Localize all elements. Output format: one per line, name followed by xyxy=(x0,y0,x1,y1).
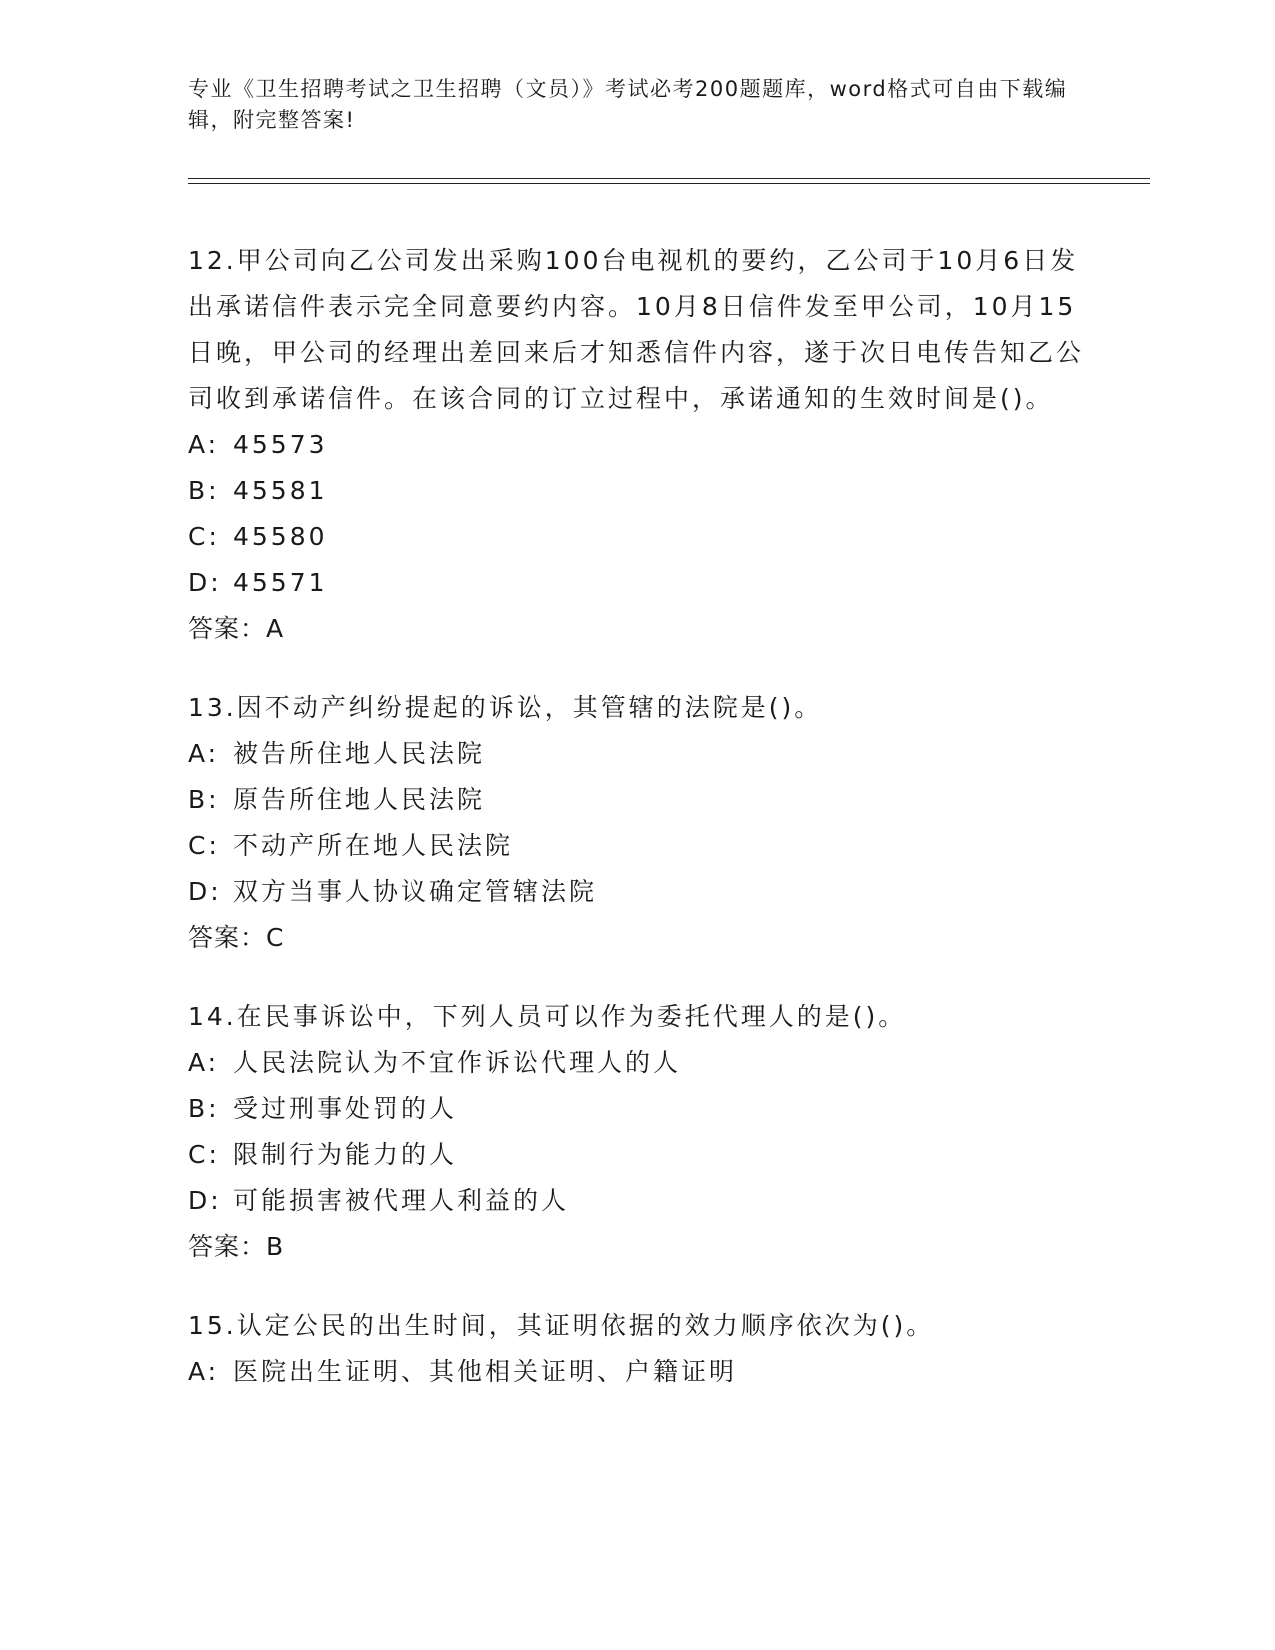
option-letter: D: xyxy=(188,568,222,597)
option-d xyxy=(188,869,1088,915)
question-list xyxy=(188,238,1088,1428)
option-d xyxy=(188,1178,1088,1224)
option-a xyxy=(188,422,1088,468)
option-letter: A: xyxy=(188,430,220,459)
option-text: 被告所住地人民法院 xyxy=(233,739,486,768)
option-text: 可能损害被代理人利益的人 xyxy=(233,1186,570,1215)
document-header: 专业《卫生招聘考试之卫生招聘（文员）》考试必考200题题库，word格式可自由下载编辑，附完整答案! xyxy=(188,77,1068,132)
question-12 xyxy=(188,238,1088,652)
question-stem: 14.在民事诉讼中，下列人员可以作为委托代理人的是()。 xyxy=(188,1002,907,1031)
option-text: 受过刑事处罚的人 xyxy=(233,1094,458,1123)
option-b xyxy=(188,1086,1088,1132)
option-text: 限制行为能力的人 xyxy=(233,1140,458,1169)
option-a xyxy=(188,1040,1088,1086)
option-text: 原告所住地人民法院 xyxy=(233,785,486,814)
option-a xyxy=(188,731,1088,777)
option-b xyxy=(188,468,1088,514)
option-letter: C: xyxy=(188,522,220,551)
question-stem: 15.认定公民的出生时间，其证明依据的效力顺序依次为()。 xyxy=(188,1311,935,1340)
option-text: 人民法院认为不宜作诉讼代理人的人 xyxy=(233,1048,682,1077)
option-text: 45573 xyxy=(233,430,328,459)
option-letter: C: xyxy=(188,1140,220,1169)
question-stem: 12.甲公司向乙公司发出采购100台电视机的要约，乙公司于10月6日发出承诺信件表示完全同意要约内容。10月8日信件发至甲公司，10月15日晚，甲公司的经理出差回来后才知悉信件内容，遂于次日电传告知乙公司收到承诺信件。在该合同的订立过程中，承诺通知的生效时间是()。 xyxy=(188,246,1085,413)
option-letter: D: xyxy=(188,877,222,906)
option-c xyxy=(188,514,1088,560)
option-text: 45580 xyxy=(233,522,328,551)
option-letter: A: xyxy=(188,1357,220,1386)
option-c xyxy=(188,1132,1088,1178)
option-text: 45581 xyxy=(233,476,328,505)
option-text: 45571 xyxy=(233,568,328,597)
answer-line: 答案：B xyxy=(188,1232,285,1261)
answer-line: 答案：A xyxy=(188,614,285,643)
option-text: 不动产所在地人民法院 xyxy=(233,831,514,860)
option-letter: B: xyxy=(188,785,220,814)
question-14 xyxy=(188,994,1088,1270)
question-stem: 13.因不动产纠纷提起的诉讼，其管辖的法院是()。 xyxy=(188,693,823,722)
header-divider-bottom xyxy=(188,183,1150,184)
option-a xyxy=(188,1349,1088,1395)
option-letter: D: xyxy=(188,1186,222,1215)
answer-line: 答案：C xyxy=(188,923,285,952)
header-divider-top xyxy=(188,178,1150,179)
option-letter: A: xyxy=(188,1048,220,1077)
option-letter: B: xyxy=(188,476,220,505)
option-c xyxy=(188,823,1088,869)
option-d xyxy=(188,560,1088,606)
option-text: 医院出生证明、其他相关证明、户籍证明 xyxy=(233,1357,738,1386)
option-b xyxy=(188,777,1088,823)
question-15 xyxy=(188,1303,1088,1395)
option-letter: A: xyxy=(188,739,220,768)
option-letter: B: xyxy=(188,1094,220,1123)
question-13 xyxy=(188,685,1088,961)
option-letter: C: xyxy=(188,831,220,860)
option-text: 双方当事人协议确定管辖法院 xyxy=(233,877,598,906)
